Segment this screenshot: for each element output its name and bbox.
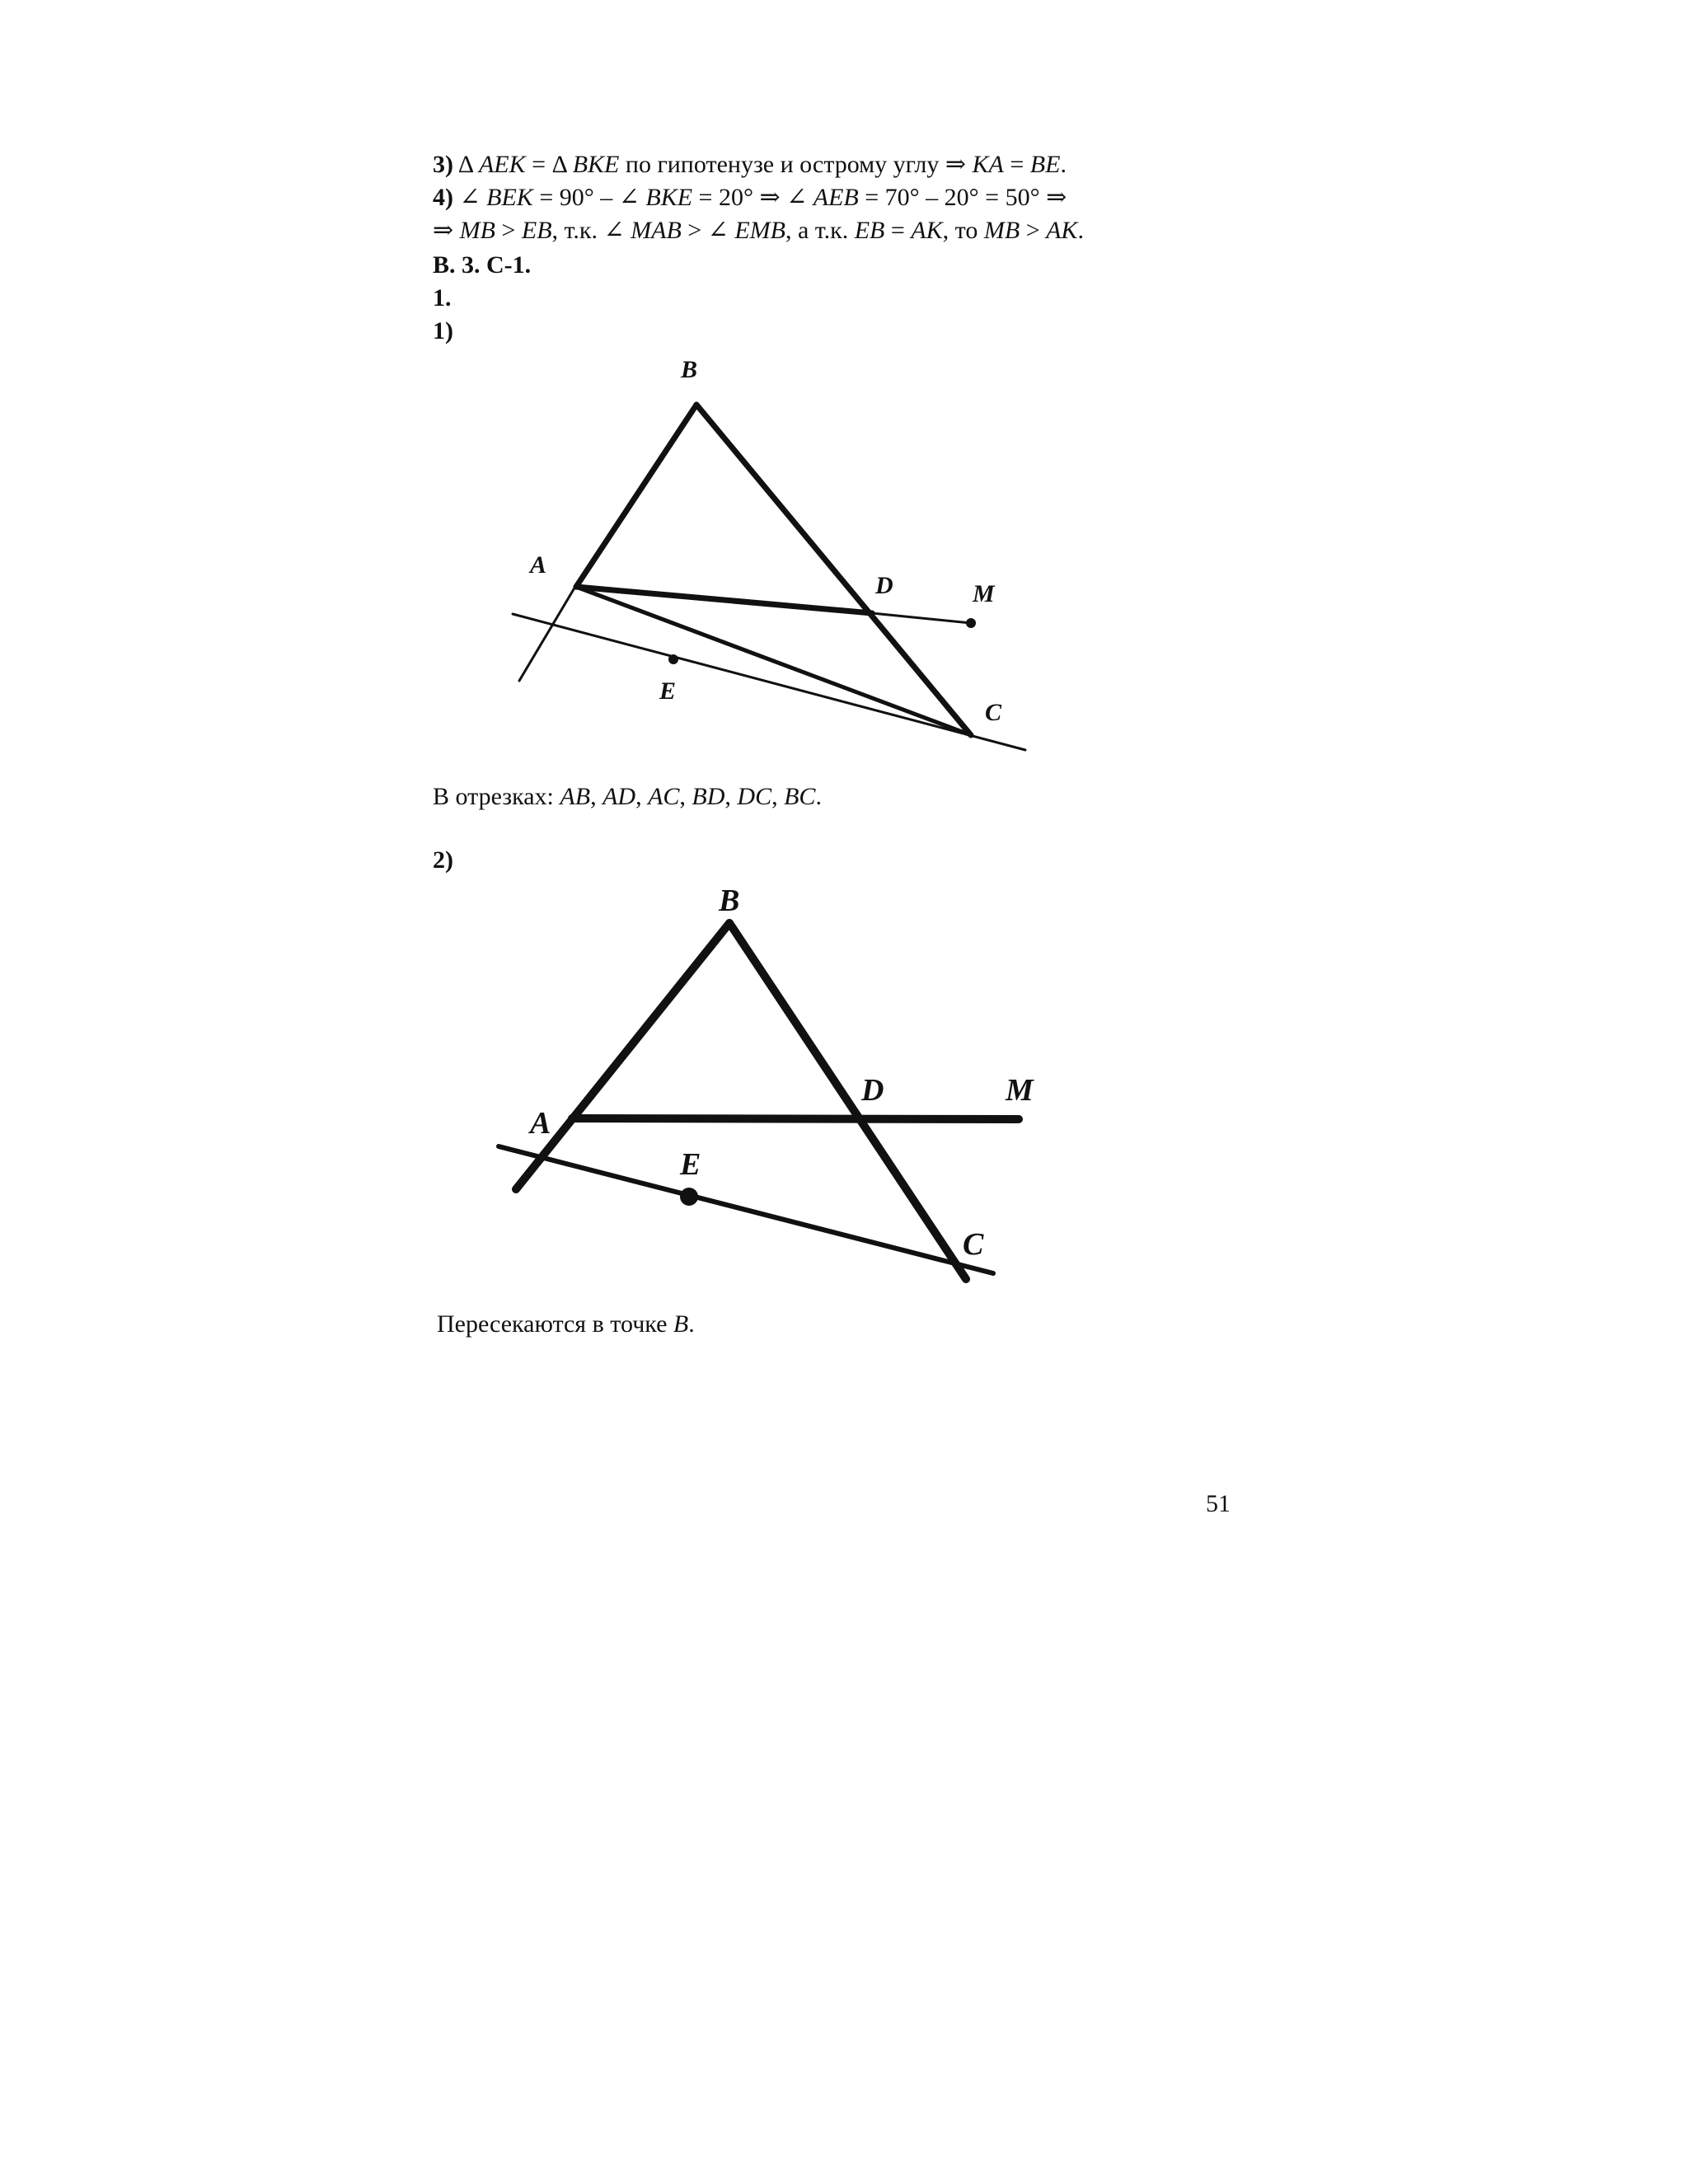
line-a-m: [572, 1118, 1019, 1119]
label-b: B: [719, 883, 740, 918]
label-b: B: [681, 356, 698, 383]
figure-2-triangle-diagram: [486, 857, 1063, 1302]
segment-bc: [729, 923, 966, 1279]
figure-1-triangle-diagram: [495, 338, 1055, 783]
solution-step-4-continued: ⇒ MB > EB, т.к. ∠ MAB > ∠ EMB, а т.к. EB = AK, то MB > AK.: [433, 217, 1084, 244]
ray-d-m: [872, 613, 971, 623]
label-a: A: [530, 1106, 551, 1141]
task-number: 1.: [433, 284, 452, 312]
solution-step-3: 3) Δ AEK = Δ BKE по гипотенузе и острому углу ⇒ KA = BE.: [433, 151, 1067, 178]
subtask-number-1: 1): [433, 317, 453, 344]
label-c: C: [963, 1227, 984, 1262]
step-number: 4): [433, 184, 453, 211]
page-number: 51: [1206, 1490, 1231, 1517]
label-d: D: [875, 572, 893, 599]
point-m: [966, 618, 976, 628]
point-e: [668, 654, 678, 664]
point-e: [680, 1188, 698, 1206]
line-through-e: [513, 614, 1025, 750]
section-heading: В. 3. С-1.: [433, 251, 532, 279]
segment-ab: [576, 405, 696, 587]
label-m: M: [1006, 1073, 1034, 1108]
label-m: M: [973, 580, 995, 607]
line-through-a: [519, 585, 576, 681]
step-number: 3): [433, 151, 453, 178]
subtask-number-2: 2): [433, 846, 453, 874]
label-d: D: [861, 1073, 884, 1108]
label-a: A: [530, 551, 547, 579]
label-e: E: [680, 1147, 701, 1182]
figure-1-caption: В отрезках: AB, AD, AC, BD, DC, BC.: [433, 783, 822, 810]
solution-step-4: 4) ∠ BEK = 90° – ∠ BKE = 20° ⇒ ∠ AEB = 70° – 20° = 50° ⇒: [433, 184, 1067, 211]
label-e: E: [659, 677, 677, 705]
figure-2-caption: Пересекаются в точке B.: [437, 1310, 695, 1338]
label-c: C: [985, 699, 1002, 726]
segment-ad: [576, 587, 872, 613]
